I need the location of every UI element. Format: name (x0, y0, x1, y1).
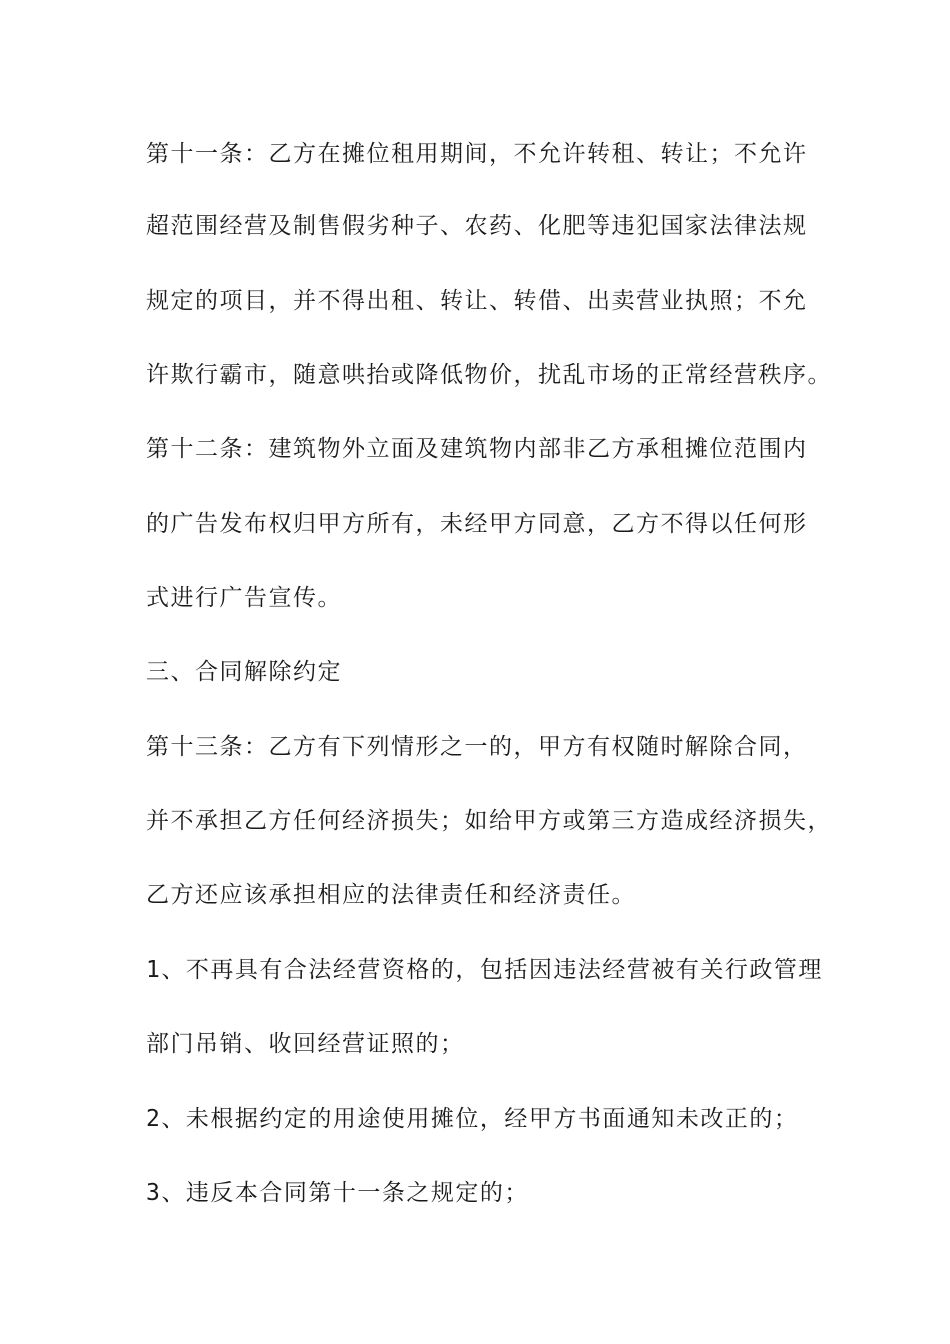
text-line-article-13-b: 并不承担乙方任何经济损失；如给甲方或第三方造成经济损失， (146, 808, 832, 834)
text-line-article-11-a: 第十一条：乙方在摊位租用期间，不允许转租、转让；不允许 (146, 141, 808, 167)
section-heading: 三、合同解除约定 (146, 659, 342, 685)
text-line-article-12-a: 第十二条：建筑物外立面及建筑物内部非乙方承租摊位范围内 (146, 436, 808, 462)
text-line-article-11-c: 规定的项目，并不得出租、转让、转借、出卖营业执照；不允 (146, 288, 808, 314)
list-item-1-b: 部门吊销、收回经营证照的； (146, 1031, 465, 1057)
text-line-article-13-c: 乙方还应该承担相应的法律责任和经济责任。 (146, 882, 636, 908)
list-item-1-a: 1、不再具有合法经营资格的，包括因违法经营被有关行政管理 (146, 957, 823, 983)
text-line-article-12-b: 的广告发布权归甲方所有，未经甲方同意，乙方不得以任何形 (146, 511, 808, 537)
text-line-article-11-b: 超范围经营及制售假劣种子、农药、化肥等违犯国家法律法规 (146, 213, 808, 239)
text-line-article-13-a: 第十三条：乙方有下列情形之一的，甲方有权随时解除合同， (146, 734, 808, 760)
text-line-article-11-d: 许欺行霸市，随意哄抬或降低物价，扰乱市场的正常经营秩序。 (146, 362, 832, 388)
list-item-2: 2、未根据约定的用途使用摊位，经甲方书面通知未改正的； (146, 1106, 799, 1132)
text-line-article-12-c: 式进行广告宣传。 (146, 585, 342, 611)
list-item-3: 3、违反本合同第十一条之规定的； (146, 1180, 529, 1206)
